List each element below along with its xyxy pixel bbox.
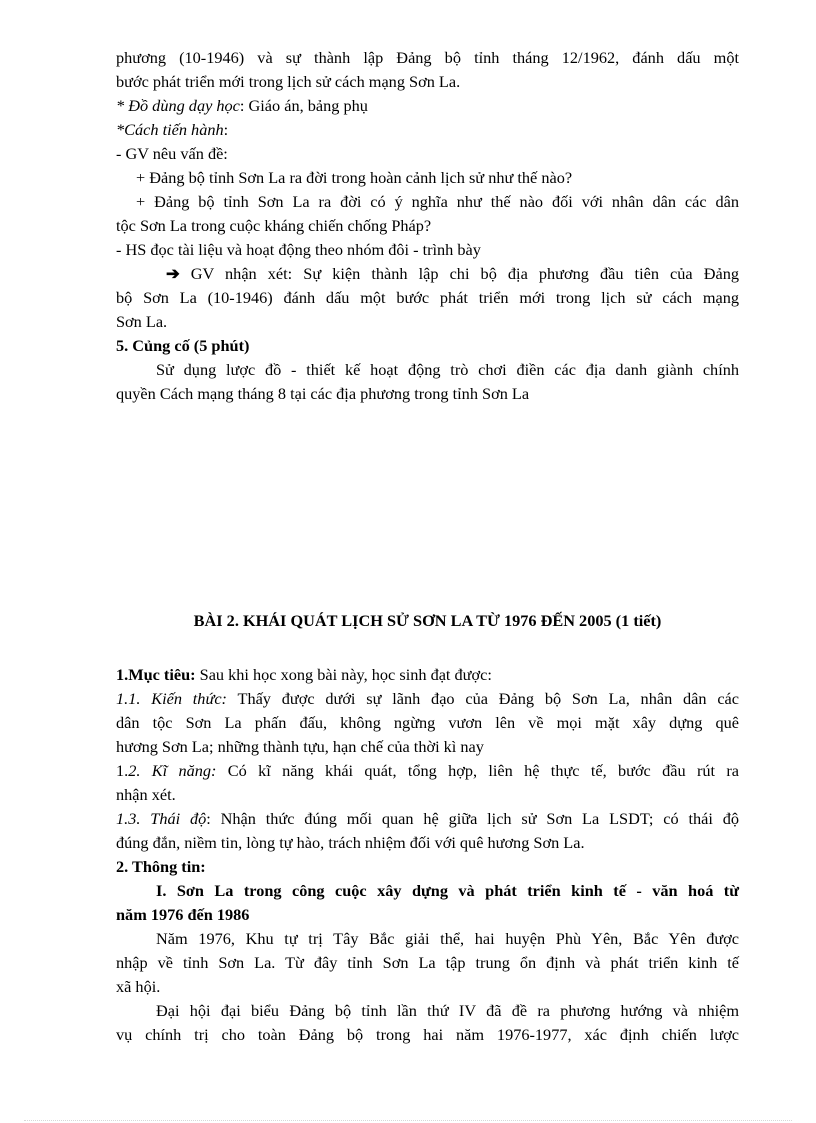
- consolidate-line-2: quyền Cách mạng tháng 8 tại các địa phương trong tỉnh Sơn La: [116, 384, 530, 403]
- consolidate-paragraph: [116, 358, 739, 406]
- knowledge-line-2: dân tộc Sơn La phấn đấu, không ngừng vươn lên về mọi mặt xây dựng quê: [116, 713, 739, 732]
- part-1-heading: [116, 879, 739, 927]
- attitude-line-1: [116, 807, 739, 831]
- intro-line-2: bước phát triển mới trong lịch sử cách mạng Sơn La.: [116, 72, 461, 91]
- consolidate-heading: 5. Củng cố (5 phút): [116, 336, 250, 355]
- paragraph-1976: [116, 927, 739, 999]
- gv-comment-line-1: [116, 262, 739, 286]
- method-label: *Cách tiến hành: [116, 120, 224, 139]
- knowledge-paragraph: [116, 687, 739, 759]
- question-2-line-1: + Đảng bộ tỉnh Sơn La ra đời có ý nghĩa như thế nào đối với nhân dân các dân: [136, 192, 739, 211]
- skill-text-1: Có kĩ năng khái quát, tổng hợp, liên hệ thực tế, bước đầu rút ra: [216, 761, 739, 780]
- attitude-line-2: đúng đắn, niềm tin, lòng tự hào, trách nhiệm đối với quê hương Sơn La.: [116, 833, 585, 852]
- method-colon: :: [223, 120, 229, 139]
- skill-paragraph: [116, 759, 739, 807]
- intro-paragraph: [116, 46, 739, 94]
- page-bottom-divider: [24, 1120, 792, 1121]
- gv-comment-line-2: bộ Sơn La (10-1946) đánh dấu một bước phát triển mới trong lịch sử cách mạng: [116, 288, 739, 307]
- paragraph-congress-line-1: Đại hội đại biểu Đảng bộ tỉnh lần thứ IV đã đề ra phương hướng và nhiệm: [156, 1001, 739, 1020]
- gv-raise-line: - GV nêu vấn đề:: [116, 144, 228, 163]
- materials-label: * Đồ dùng dạy học: [116, 96, 240, 115]
- knowledge-label: 1.1. Kiến thức:: [116, 689, 227, 708]
- goal-line: [116, 663, 739, 687]
- attitude-text-1: : Nhận thức đúng mối quan hệ giữa lịch sử Sơn La LSDT; có thái độ: [206, 809, 739, 828]
- question-2: [116, 190, 739, 238]
- knowledge-text-1: Thấy được dưới sự lãnh đạo của Đảng bộ Sơn La, nhân dân các: [226, 689, 740, 708]
- knowledge-line-3: hương Sơn La; những thành tựu, hạn chế của thời kì nay: [116, 737, 484, 756]
- goal-heading: 1.Mục tiêu:: [116, 665, 196, 684]
- paragraph-congress: [116, 999, 739, 1047]
- knowledge-line-1: [116, 687, 739, 711]
- skill-label: 2. Kĩ năng:: [128, 761, 217, 780]
- goal-text: Sau khi học xong bài này, học sinh đạt được:: [195, 665, 492, 684]
- hs-activity-line: - HS đọc tài liệu và hoạt động theo nhóm đôi - trình bày: [116, 240, 481, 259]
- part-1-heading-line-1: I. Sơn La trong công cuộc xây dựng và phát triển kinh tế - văn hoá từ: [156, 881, 739, 900]
- skill-line-1: [116, 759, 739, 783]
- consolidate-line-1: Sử dụng lược đồ - thiết kế hoạt động trò chơi điền các địa danh giành chính: [156, 360, 739, 379]
- attitude-label: 1.3. Thái độ: [116, 809, 207, 828]
- document-page: [116, 46, 739, 1047]
- part-1-heading-line-2: năm 1976 đến 1986: [116, 905, 250, 924]
- materials-value: : Giáo án, bảng phụ: [239, 96, 368, 115]
- paragraph-1976-line-3: xã hội.: [116, 977, 161, 996]
- gv-comment-text-1: GV nhận xét: Sự kiện thành lập chi bộ địa phương đầu tiên của Đảng: [179, 264, 739, 283]
- gv-comment-line-3: Sơn La.: [116, 312, 168, 331]
- info-heading: 2. Thông tin:: [116, 857, 206, 876]
- paragraph-1976-line-2: nhập về tỉnh Sơn La. Từ đây tỉnh Sơn La tập trung ổn định và phát triển kinh tế: [116, 953, 739, 972]
- skill-line-2: nhận xét.: [116, 785, 176, 804]
- lesson-2-title: BÀI 2. KHÁI QUÁT LỊCH SỬ SƠN LA TỪ 1976 ĐẾN 2005 (1 tiết): [193, 611, 662, 630]
- question-1: + Đảng bộ tỉnh Sơn La ra đời trong hoàn cảnh lịch sử như thế nào?: [136, 168, 573, 187]
- intro-line-1: phương (10-1946) và sự thành lập Đảng bộ tỉnh tháng 12/1962, đánh dấu một: [116, 48, 739, 67]
- question-2-line-2: tộc Sơn La trong cuộc kháng chiến chống Pháp?: [116, 216, 432, 235]
- attitude-paragraph: [116, 807, 739, 855]
- method-line: [116, 118, 739, 142]
- skill-prefix: 1.: [116, 761, 129, 780]
- arrow-right-icon: ➔: [166, 264, 180, 283]
- paragraph-1976-line-1: Năm 1976, Khu tự trị Tây Bắc giải thể, hai huyện Phù Yên, Bắc Yên được: [156, 929, 739, 948]
- gv-comment: [116, 262, 739, 334]
- paragraph-congress-line-2: vụ chính trị cho toàn Đảng bộ trong hai năm 1976-1977, xác định chiến lược: [116, 1025, 739, 1044]
- materials-line: [116, 94, 739, 118]
